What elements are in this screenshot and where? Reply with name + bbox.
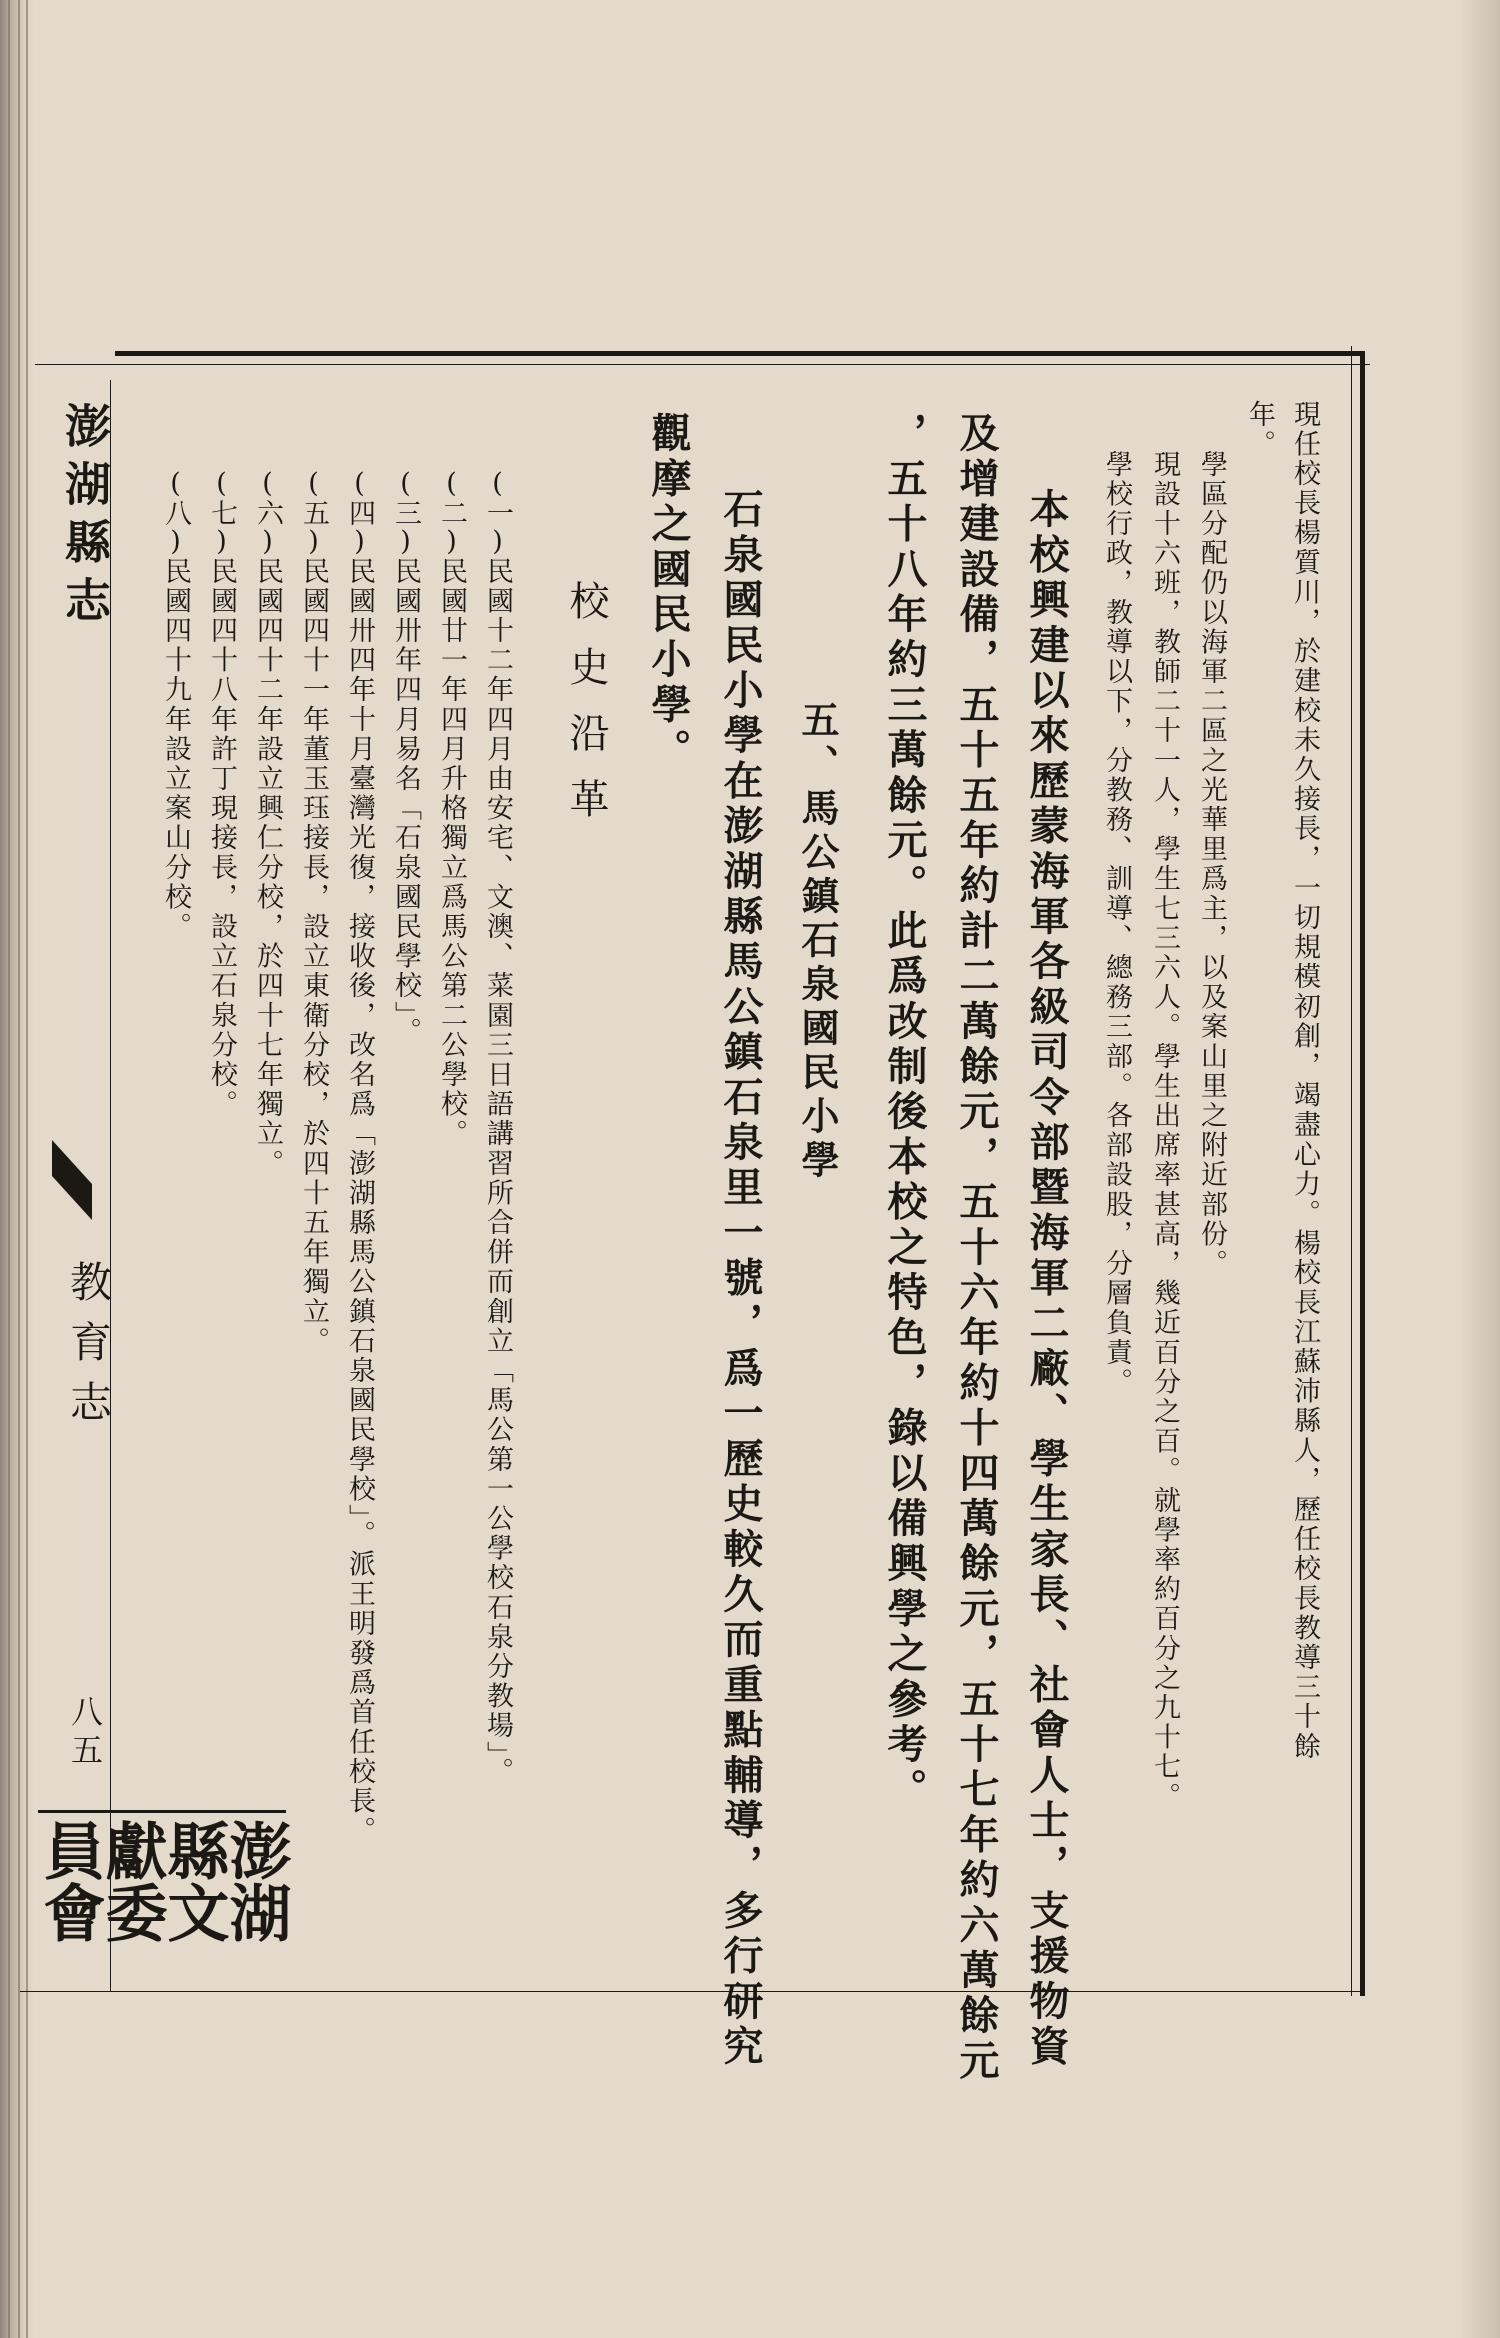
chapter-title: 教育志 [64,1260,113,1440]
list-item [386,468,425,1047]
list-item-number: (七) [206,468,237,557]
list-item-number: (六) [252,468,283,557]
page-number: 八五 [66,1695,104,1771]
text-column-principal-cont: 年。 [1244,400,1275,460]
text-column-intro-1: 石泉國民小學在澎湖縣馬公鎮石泉里一號，爲一歷史較久而重點輔導，多行研究 [717,488,764,2070]
binding-line [8,0,10,2338]
text-column-admin: 學校行政，教導以下，分教務、訓導、總務三部。各部設股，分層負責。 [1101,450,1132,1398]
publisher-name: 澎湖縣文獻委員會 [38,1810,286,1990]
book-title: 澎湖縣志 [58,402,112,634]
text-column-support-1: 本校興建以來歷蒙海軍各級司令部暨海軍二廠、學生家長、社會人士，支援物資 [1023,488,1070,2070]
history-heading: 校史沿革 [563,580,609,844]
book-binding [0,0,34,2338]
list-item [202,468,241,1119]
list-item-text: 民國四十二年設立興仁分校，於四十七年獨立。 [252,557,283,1179]
list-item [156,468,195,942]
text-column-intro-2: 觀摩之國民小學。 [645,412,692,774]
list-item-text: 民國廿一年四月升格獨立爲馬公第二公學校。 [436,557,467,1149]
chapter-divider-mark [52,1140,92,1220]
binding-line [18,0,20,2338]
list-item [340,468,379,1846]
list-item [432,468,471,1149]
list-item-text: 民國四十九年設立案山分校。 [160,557,191,942]
list-item-number: (二) [436,468,467,557]
list-item [248,468,287,1179]
text-column-district: 學區分配仍以海軍二區之光華里爲主，以及案山里之附近部份。 [1196,450,1227,1279]
list-item-number: (四) [344,468,375,557]
list-item-text: 民國卅四年十月臺灣光復，接收後，改名爲「澎湖縣馬公鎮石泉國民學校」。派王明發爲首任校長。 [344,557,375,1846]
list-item-number: (一) [482,468,513,557]
list-item-text: 民國卅年四月易名「石泉國民學校」。 [390,557,421,1047]
text-column-support-3: ，五十八年約三萬餘元。此爲改制後本校之特色，錄以備興學之參考。 [881,412,928,1814]
binding-line [26,0,28,2338]
list-item-number: (八) [160,468,191,557]
page-edge-shadow [1460,0,1500,2338]
list-item-text: 民國四十八年許丁現接長，設立石泉分校。 [206,557,237,1120]
text-column-principal: 現任校長楊質川，於建校未久接長，一切規模初創，竭盡心力。楊校長江蘇沛縣人，歷任校長教導三十餘 [1289,400,1320,1762]
list-item-text: 民國十二年四月由安宅、文澳、菜園三日語講習所合併而創立「馬公第一公學校石泉分教場」。 [482,557,513,1787]
frame-bottom-rule [20,1991,1365,1992]
list-item-number: (三) [390,468,421,557]
list-item [478,468,517,1787]
text-column-support-2: 及增建設備，五十五年約計二萬餘元，五十六年約十四萬餘元，五十七年約六萬餘元 [953,412,1000,2085]
list-item-text: 民國四十一年董玉珏接長，設立東衛分校，於四十五年獨立。 [298,557,329,1357]
text-column-classes: 現設十六班，教師二十一人，學生七三六人。學生出席率甚高，幾近百分之百。就學率約百分之九十七。 [1149,450,1180,1812]
list-item-number: (五) [298,468,329,557]
list-item [294,468,333,1356]
section-heading: 五、馬公鎮石泉國民小學 [795,700,840,1184]
